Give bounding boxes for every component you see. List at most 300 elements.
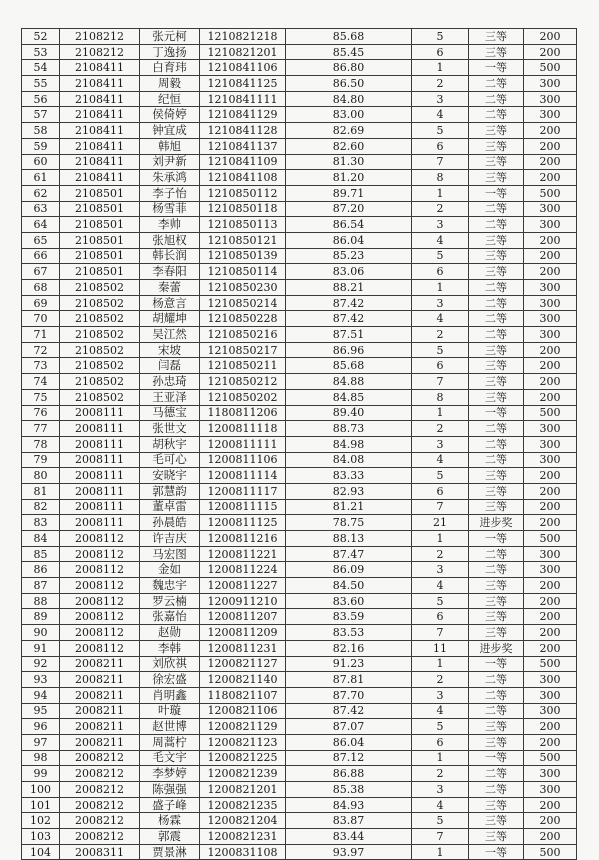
class-code: 2008112	[60, 578, 140, 594]
student-id: 1200811111	[200, 436, 286, 452]
row-number: 57	[22, 107, 60, 123]
row-number: 84	[22, 531, 60, 547]
class-rank: 5	[412, 123, 469, 139]
student-name: 赵勋	[140, 625, 200, 641]
score: 86.09	[286, 562, 412, 578]
class-rank: 8	[412, 389, 469, 405]
student-name: 闫磊	[140, 358, 200, 374]
table-row	[22, 295, 577, 311]
class-code: 2008112	[60, 609, 140, 625]
student-id: 1210850211	[200, 358, 286, 374]
award-level: 三等	[469, 170, 524, 186]
table-row	[22, 625, 577, 641]
student-name: 肖明鑫	[140, 687, 200, 703]
award-level: 三等	[469, 593, 524, 609]
row-number: 91	[22, 640, 60, 656]
class-code: 2108411	[60, 76, 140, 92]
row-number: 66	[22, 248, 60, 264]
class-code: 2008311	[60, 844, 140, 860]
score: 87.70	[286, 687, 412, 703]
student-id: 1200821204	[200, 813, 286, 829]
student-id: 1210821201	[200, 44, 286, 60]
award-level: 二等	[469, 452, 524, 468]
award-level: 三等	[469, 389, 524, 405]
row-number: 60	[22, 154, 60, 170]
score: 93.97	[286, 844, 412, 860]
class-code: 2008111	[60, 483, 140, 499]
score: 87.20	[286, 201, 412, 217]
class-code: 2008212	[60, 750, 140, 766]
award-amount: 200	[524, 829, 577, 845]
student-name: 贾景淋	[140, 844, 200, 860]
award-amount: 200	[524, 625, 577, 641]
student-id: 1210850216	[200, 327, 286, 343]
class-code: 2008211	[60, 687, 140, 703]
award-amount: 200	[524, 483, 577, 499]
student-id: 1200821201	[200, 782, 286, 798]
award-amount: 300	[524, 217, 577, 233]
row-number: 68	[22, 280, 60, 296]
student-id: 1200821239	[200, 766, 286, 782]
class-code: 2108501	[60, 201, 140, 217]
student-name: 周蒿柠	[140, 734, 200, 750]
award-amount: 200	[524, 468, 577, 484]
score: 87.12	[286, 750, 412, 766]
student-id: 1210850202	[200, 389, 286, 405]
score: 87.47	[286, 546, 412, 562]
class-rank: 4	[412, 311, 469, 327]
row-number: 82	[22, 499, 60, 515]
score: 84.93	[286, 797, 412, 813]
table-row	[22, 170, 577, 186]
class-code: 2008112	[60, 640, 140, 656]
row-number: 52	[22, 29, 60, 45]
student-name: 张世文	[140, 421, 200, 437]
student-name: 秦蕾	[140, 280, 200, 296]
student-id: 1200821123	[200, 734, 286, 750]
class-code: 2108502	[60, 342, 140, 358]
award-level: 三等	[469, 609, 524, 625]
student-name: 宋坡	[140, 342, 200, 358]
table-row	[22, 405, 577, 421]
class-rank: 1	[412, 531, 469, 547]
row-number: 90	[22, 625, 60, 641]
award-level: 三等	[469, 232, 524, 248]
table-row	[22, 185, 577, 201]
student-name: 陈强强	[140, 782, 200, 798]
student-name: 杨雪菲	[140, 201, 200, 217]
award-amount: 300	[524, 295, 577, 311]
score: 84.50	[286, 578, 412, 594]
class-rank: 1	[412, 185, 469, 201]
row-number: 75	[22, 389, 60, 405]
award-level: 一等	[469, 844, 524, 860]
student-name: 孙忠琦	[140, 374, 200, 390]
class-rank: 6	[412, 483, 469, 499]
row-number: 76	[22, 405, 60, 421]
score: 85.23	[286, 248, 412, 264]
table-row	[22, 107, 577, 123]
award-level: 二等	[469, 546, 524, 562]
student-name: 徐宏盛	[140, 672, 200, 688]
class-code: 2108501	[60, 248, 140, 264]
student-id: 1200821225	[200, 750, 286, 766]
row-number: 88	[22, 593, 60, 609]
award-amount: 300	[524, 766, 577, 782]
student-id: 1200811125	[200, 515, 286, 531]
row-number: 69	[22, 295, 60, 311]
table-row	[22, 750, 577, 766]
student-name: 李春阳	[140, 264, 200, 280]
class-code: 2008211	[60, 734, 140, 750]
student-id: 1200811114	[200, 468, 286, 484]
award-level: 二等	[469, 327, 524, 343]
class-rank: 1	[412, 750, 469, 766]
student-id: 1210841125	[200, 76, 286, 92]
table-row	[22, 782, 577, 798]
award-level: 三等	[469, 483, 524, 499]
award-level: 三等	[469, 578, 524, 594]
award-level: 一等	[469, 531, 524, 547]
award-amount: 500	[524, 750, 577, 766]
student-id: 1210850118	[200, 201, 286, 217]
table-row	[22, 672, 577, 688]
score: 82.93	[286, 483, 412, 499]
class-rank: 3	[412, 217, 469, 233]
class-rank: 7	[412, 625, 469, 641]
student-id: 1210841111	[200, 91, 286, 107]
table-row	[22, 29, 577, 45]
score: 86.54	[286, 217, 412, 233]
student-id: 1200811227	[200, 578, 286, 594]
student-id: 1210841109	[200, 154, 286, 170]
award-level: 一等	[469, 405, 524, 421]
table-row	[22, 468, 577, 484]
student-name: 董卓雷	[140, 499, 200, 515]
score: 84.85	[286, 389, 412, 405]
student-name: 钟宜成	[140, 123, 200, 139]
score: 81.30	[286, 154, 412, 170]
class-code: 2008211	[60, 672, 140, 688]
class-code: 2108411	[60, 60, 140, 76]
row-number: 62	[22, 185, 60, 201]
award-level: 二等	[469, 91, 524, 107]
award-amount: 200	[524, 138, 577, 154]
student-id: 1210850214	[200, 295, 286, 311]
award-level: 二等	[469, 295, 524, 311]
student-name: 侯倚婷	[140, 107, 200, 123]
class-code: 2008112	[60, 562, 140, 578]
table-row	[22, 640, 577, 656]
award-level: 二等	[469, 687, 524, 703]
student-name: 白育玮	[140, 60, 200, 76]
student-name: 周毅	[140, 76, 200, 92]
row-number: 103	[22, 829, 60, 845]
award-amount: 300	[524, 452, 577, 468]
student-name: 孙晨皓	[140, 515, 200, 531]
table-row	[22, 358, 577, 374]
row-number: 70	[22, 311, 60, 327]
award-level: 三等	[469, 468, 524, 484]
class-rank: 2	[412, 672, 469, 688]
student-name: 魏忠宇	[140, 578, 200, 594]
award-amount: 300	[524, 672, 577, 688]
class-rank: 3	[412, 91, 469, 107]
class-rank: 5	[412, 29, 469, 45]
row-number: 92	[22, 656, 60, 672]
score: 91.23	[286, 656, 412, 672]
score: 85.38	[286, 782, 412, 798]
award-amount: 500	[524, 844, 577, 860]
award-amount: 200	[524, 154, 577, 170]
class-code: 2008112	[60, 593, 140, 609]
score: 88.13	[286, 531, 412, 547]
score: 87.42	[286, 703, 412, 719]
class-code: 2008112	[60, 625, 140, 641]
row-number: 99	[22, 766, 60, 782]
row-number: 54	[22, 60, 60, 76]
score: 84.98	[286, 436, 412, 452]
class-code: 2108411	[60, 91, 140, 107]
class-rank: 6	[412, 44, 469, 60]
table-row	[22, 138, 577, 154]
score: 85.45	[286, 44, 412, 60]
student-name: 张嘉怡	[140, 609, 200, 625]
award-level: 一等	[469, 750, 524, 766]
table-row	[22, 342, 577, 358]
award-level: 三等	[469, 734, 524, 750]
class-code: 2008111	[60, 515, 140, 531]
class-code: 2108212	[60, 29, 140, 45]
row-number: 53	[22, 44, 60, 60]
class-rank: 6	[412, 734, 469, 750]
class-code: 2108501	[60, 217, 140, 233]
row-number: 95	[22, 703, 60, 719]
row-number: 93	[22, 672, 60, 688]
row-number: 61	[22, 170, 60, 186]
student-id: 1200811231	[200, 640, 286, 656]
award-level: 进步奖	[469, 515, 524, 531]
student-id: 1210850113	[200, 217, 286, 233]
score: 84.08	[286, 452, 412, 468]
student-id: 1210850228	[200, 311, 286, 327]
row-number: 59	[22, 138, 60, 154]
class-code: 2008112	[60, 546, 140, 562]
award-amount: 300	[524, 311, 577, 327]
class-rank: 3	[412, 687, 469, 703]
row-number: 81	[22, 483, 60, 499]
table-row	[22, 609, 577, 625]
table-row	[22, 703, 577, 719]
award-level: 二等	[469, 672, 524, 688]
class-code: 2108502	[60, 311, 140, 327]
student-id: 1210850112	[200, 185, 286, 201]
award-amount: 200	[524, 578, 577, 594]
row-number: 56	[22, 91, 60, 107]
class-rank: 1	[412, 280, 469, 296]
class-rank: 6	[412, 609, 469, 625]
row-number: 71	[22, 327, 60, 343]
class-code: 2008212	[60, 829, 140, 845]
table-body	[22, 29, 577, 860]
award-level: 二等	[469, 421, 524, 437]
score: 83.87	[286, 813, 412, 829]
score: 83.59	[286, 609, 412, 625]
class-rank: 1	[412, 60, 469, 76]
award-level: 三等	[469, 358, 524, 374]
class-rank: 2	[412, 766, 469, 782]
award-level: 二等	[469, 76, 524, 92]
student-name: 李子怡	[140, 185, 200, 201]
student-name: 韩长润	[140, 248, 200, 264]
student-name: 马宏图	[140, 546, 200, 562]
row-number: 102	[22, 813, 60, 829]
class-rank: 5	[412, 248, 469, 264]
award-amount: 200	[524, 609, 577, 625]
student-id: 1200831108	[200, 844, 286, 860]
student-id: 1200811106	[200, 452, 286, 468]
row-number: 55	[22, 76, 60, 92]
class-code: 2108212	[60, 44, 140, 60]
score: 86.04	[286, 734, 412, 750]
class-code: 2008212	[60, 782, 140, 798]
award-amount: 300	[524, 76, 577, 92]
table-row	[22, 483, 577, 499]
class-rank: 8	[412, 170, 469, 186]
table-row	[22, 248, 577, 264]
award-amount: 500	[524, 656, 577, 672]
score: 88.73	[286, 421, 412, 437]
student-name: 盛子峰	[140, 797, 200, 813]
award-level: 一等	[469, 185, 524, 201]
row-number: 96	[22, 719, 60, 735]
class-code: 2108502	[60, 389, 140, 405]
table-row	[22, 327, 577, 343]
student-id: 1200811216	[200, 531, 286, 547]
score: 86.80	[286, 60, 412, 76]
row-number: 74	[22, 374, 60, 390]
award-amount: 200	[524, 342, 577, 358]
student-name: 吴江然	[140, 327, 200, 343]
award-amount: 200	[524, 374, 577, 390]
student-name: 王亚泽	[140, 389, 200, 405]
student-name: 叶璇	[140, 703, 200, 719]
score: 85.68	[286, 358, 412, 374]
score: 83.33	[286, 468, 412, 484]
row-number: 87	[22, 578, 60, 594]
award-amount: 300	[524, 436, 577, 452]
table-row	[22, 499, 577, 515]
award-level: 二等	[469, 436, 524, 452]
table-row	[22, 531, 577, 547]
student-name: 朱承鸿	[140, 170, 200, 186]
class-code: 2008211	[60, 703, 140, 719]
student-id: 1210850114	[200, 264, 286, 280]
class-code: 2108501	[60, 232, 140, 248]
row-number: 101	[22, 797, 60, 813]
class-code: 2008212	[60, 766, 140, 782]
row-number: 83	[22, 515, 60, 531]
student-id: 1210821218	[200, 29, 286, 45]
score: 87.42	[286, 311, 412, 327]
student-name: 胡耀坤	[140, 311, 200, 327]
student-id: 1180821107	[200, 687, 286, 703]
award-amount: 300	[524, 280, 577, 296]
row-number: 104	[22, 844, 60, 860]
student-name: 刘欣祺	[140, 656, 200, 672]
class-rank: 6	[412, 138, 469, 154]
class-code: 2108502	[60, 327, 140, 343]
award-level: 二等	[469, 107, 524, 123]
student-id: 1200811115	[200, 499, 286, 515]
score: 78.75	[286, 515, 412, 531]
award-amount: 300	[524, 703, 577, 719]
student-name: 杨霖	[140, 813, 200, 829]
table-row	[22, 374, 577, 390]
student-id: 1200811224	[200, 562, 286, 578]
class-code: 2108502	[60, 295, 140, 311]
class-code: 2108411	[60, 138, 140, 154]
student-name: 许吉庆	[140, 531, 200, 547]
award-level: 三等	[469, 797, 524, 813]
table-row	[22, 280, 577, 296]
table-row	[22, 562, 577, 578]
award-amount: 200	[524, 264, 577, 280]
class-rank: 6	[412, 358, 469, 374]
award-amount: 300	[524, 421, 577, 437]
class-rank: 7	[412, 829, 469, 845]
award-amount: 200	[524, 499, 577, 515]
score: 83.44	[286, 829, 412, 845]
class-rank: 5	[412, 719, 469, 735]
class-rank: 3	[412, 562, 469, 578]
table-row	[22, 436, 577, 452]
student-name: 马德宝	[140, 405, 200, 421]
score: 89.71	[286, 185, 412, 201]
award-level: 二等	[469, 217, 524, 233]
table-row	[22, 217, 577, 233]
class-code: 2008111	[60, 499, 140, 515]
score: 87.51	[286, 327, 412, 343]
student-id: 1200811118	[200, 421, 286, 437]
class-code: 2108501	[60, 185, 140, 201]
award-level: 三等	[469, 123, 524, 139]
award-amount: 500	[524, 531, 577, 547]
row-number: 64	[22, 217, 60, 233]
student-name: 安晓宇	[140, 468, 200, 484]
row-number: 94	[22, 687, 60, 703]
award-amount: 200	[524, 389, 577, 405]
award-amount: 300	[524, 782, 577, 798]
student-id: 1200821231	[200, 829, 286, 845]
table-row	[22, 546, 577, 562]
class-rank: 4	[412, 578, 469, 594]
class-rank: 4	[412, 452, 469, 468]
row-number: 79	[22, 452, 60, 468]
table-row	[22, 766, 577, 782]
class-rank: 5	[412, 342, 469, 358]
award-amount: 300	[524, 91, 577, 107]
class-code: 2008111	[60, 405, 140, 421]
student-id: 1210850212	[200, 374, 286, 390]
award-amount: 200	[524, 44, 577, 60]
award-amount: 300	[524, 201, 577, 217]
score: 83.00	[286, 107, 412, 123]
class-code: 2108411	[60, 170, 140, 186]
award-level: 三等	[469, 374, 524, 390]
class-rank: 5	[412, 593, 469, 609]
table-row	[22, 719, 577, 735]
